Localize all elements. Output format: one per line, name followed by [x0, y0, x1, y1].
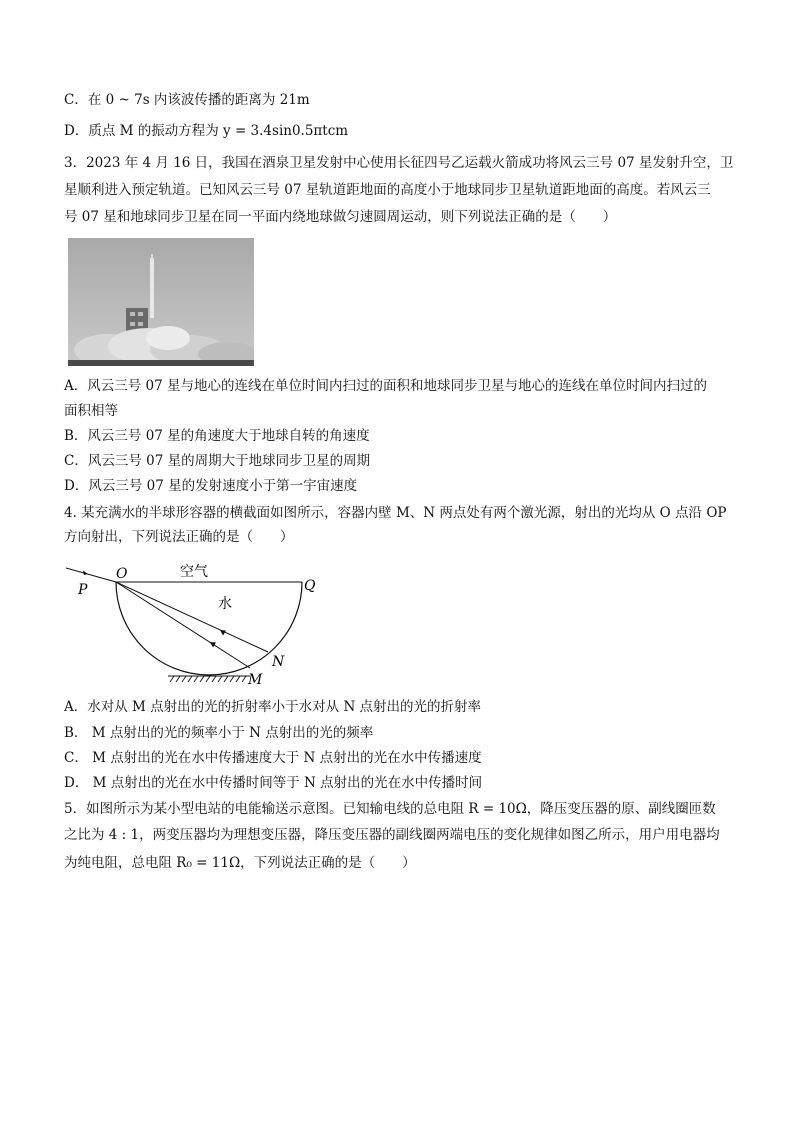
q3-option-b: B．风云三号 07 星的角速度大于地球自转的角速度 — [64, 428, 370, 444]
q5-stem-line-2: 之比为 4 : 1，两变压器均为理想变压器，降压变压器的副线圈两端电压的变化规律如图乙所示，用户用电器均 — [64, 827, 720, 843]
q3-option-d: D．风云三号 07 星的发射速度小于第一宇宙速度 — [64, 478, 358, 494]
q4-stem-line-2: 方向射出，下列说法正确的是（ ） — [64, 529, 294, 545]
ray-from-n — [116, 582, 268, 652]
ray-from-m-arrow — [210, 642, 216, 648]
rocket-launch-photo — [68, 238, 254, 366]
ray-from-m — [116, 582, 250, 668]
hemisphere-container-diagram — [60, 556, 330, 688]
q3-option-a-line-2: 面积相等 — [64, 403, 118, 419]
label-p: P — [78, 582, 88, 598]
label-n: N — [272, 654, 285, 670]
q4-option-b: B． M 点射出的光的频率小于 N 点射出的光的频率 — [64, 725, 374, 741]
q2-option-c: C．在 0 ~ 7s 内该波传播的距离为 21m — [64, 92, 310, 108]
q5-stem-line-3: 为纯电阻，总电阻 R₀ = 11Ω，下列说法正确的是（ ） — [64, 855, 416, 871]
ground-hatching — [168, 676, 250, 682]
q3-stem-line-2: 星顺利进入预定轨道。已知风云三号 07 星轨道距地面的高度小于地球同步卫星轨道距地面的高度。若风云三 — [64, 182, 711, 198]
q3-stem-line-1: 3．2023 年 4 月 16 日，我国在酒泉卫星发射中心使用长征四号乙运载火箭成功将风云三号 07 星发射升空，卫 — [64, 155, 734, 171]
label-air: 空气 — [180, 564, 208, 580]
q4-stem-line-1: 4. 某充满水的半球形容器的横截面如图所示，容器内壁 M、N 两点处有两个激光源，射出的光均从 O 点沿 OP — [64, 505, 727, 521]
q3-stem-line-3: 号 07 星和地球同步卫星在同一平面内绕地球做匀速圆周运动，则下列说法正确的是（ ） — [64, 209, 617, 225]
label-q: Q — [304, 578, 316, 594]
q3-option-a-line-1: A．风云三号 07 星与地心的连线在单位时间内扫过的面积和地球同步卫星与地心的连线在单位时间内扫过的 — [64, 378, 708, 394]
label-m: M — [248, 672, 263, 688]
q4-option-c: C． M 点射出的光在水中传播速度大于 N 点射出的光在水中传播速度 — [64, 750, 482, 766]
q4-option-d: D． M 点射出的光在水中传播时间等于 N 点射出的光在水中传播时间 — [64, 775, 483, 791]
ray-op — [66, 568, 116, 582]
q4-option-a: A．水对从 M 点射出的光的折射率小于水对从 N 点射出的光的折射率 — [64, 699, 482, 715]
q5-stem-line-1: 5．如图所示为某小型电站的电能输送示意图。已知输电线的总电阻 R = 10Ω，降压变压器的原、副线圈匝数 — [64, 801, 716, 817]
q2-option-d: D．质点 M 的振动方程为 y = 3.4sin0.5πtcm — [64, 123, 349, 139]
label-water: 水 — [218, 596, 232, 612]
label-o: O — [116, 566, 128, 582]
q3-option-c: C．风云三号 07 星的周期大于地球同步卫星的周期 — [64, 453, 371, 469]
